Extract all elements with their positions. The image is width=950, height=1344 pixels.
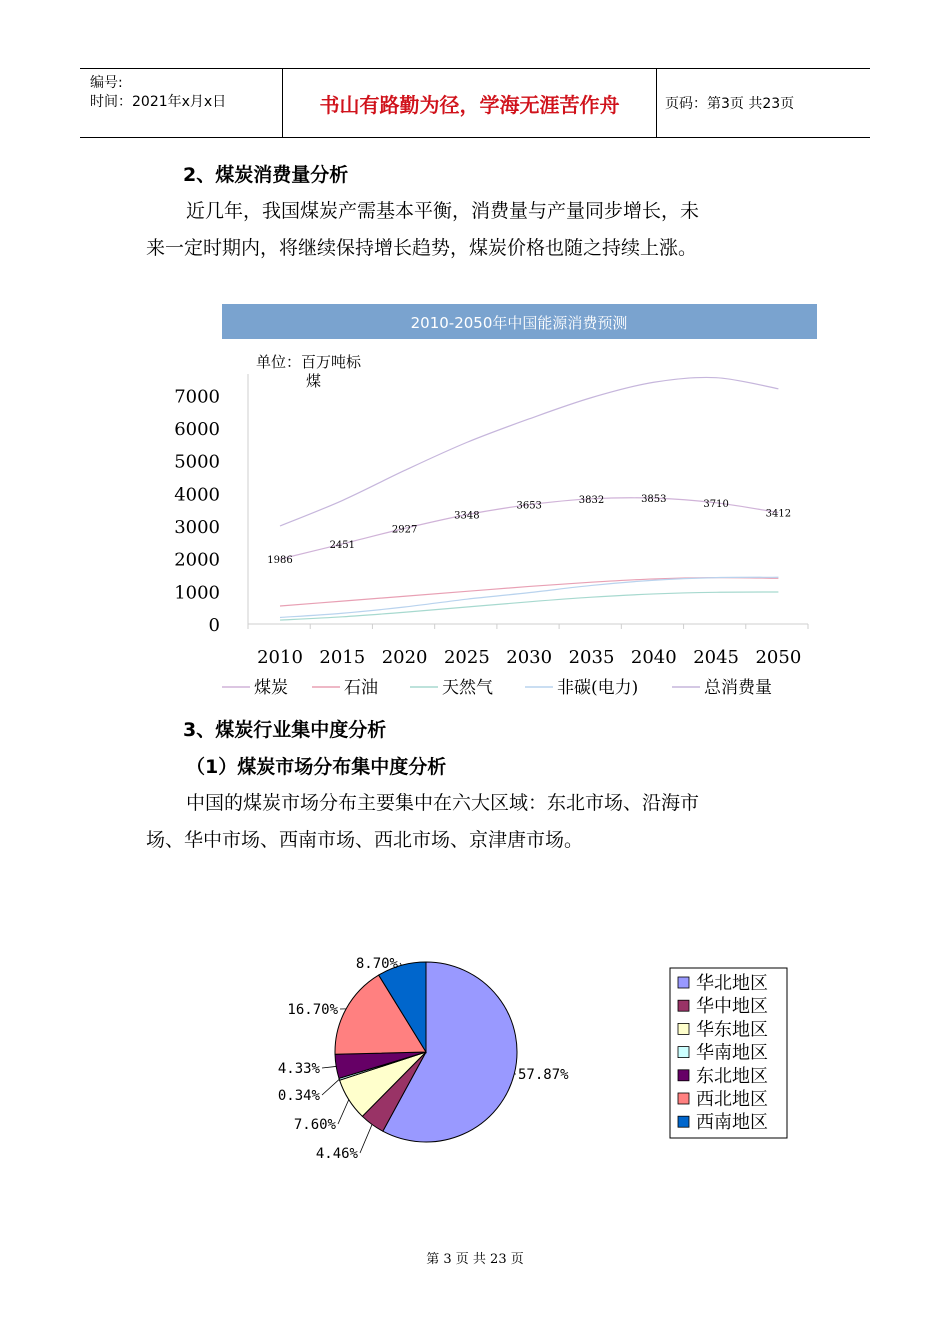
pie-legend-label: 东北地区 <box>696 1065 768 1087</box>
page-header <box>80 68 870 138</box>
y-tick-label: 7000 <box>174 386 220 408</box>
chart-title: 2010-2050年中国能源消费预测 <box>410 314 628 332</box>
coal-data-label: 3832 <box>578 494 605 506</box>
pie-label-text: 8.70% <box>355 956 398 972</box>
pie-label-text: 4.33% <box>277 1061 320 1077</box>
pie-legend-swatch <box>678 1093 689 1104</box>
pie-data-label <box>278 1079 339 1104</box>
pie-label-text: 7.60% <box>293 1117 336 1133</box>
x-tick-label: 2045 <box>693 647 740 668</box>
pie-label-text: 57.87% <box>518 1067 569 1083</box>
pie-legend-swatch <box>678 1000 689 1011</box>
pie-legend-swatch <box>678 1116 689 1127</box>
y-tick-label: 6000 <box>174 419 220 440</box>
header-page-cell <box>657 69 870 137</box>
y-tick-label: 4000 <box>174 484 220 506</box>
coal-data-label: 2927 <box>391 524 418 536</box>
section2-para-line2: 来一定时期内，将继续保持增长趋势，煤炭价格也随之持续上涨。 <box>146 237 698 259</box>
legend-item <box>312 678 378 698</box>
page-footer: 第 3 页 共 23 页 <box>426 1252 524 1267</box>
pie-data-label <box>287 1002 346 1018</box>
unit-label-line2: 煤 <box>306 372 322 390</box>
legend-item <box>672 678 772 698</box>
header-meta-cell <box>80 69 283 137</box>
unit-label-line1: 单位：百万吨标 <box>256 353 362 371</box>
coal-data-label: 1986 <box>267 555 293 567</box>
code-label: 编号: <box>90 75 123 91</box>
legend-label: 非碳(电力) <box>557 678 639 698</box>
x-tick-label: 2035 <box>568 647 615 668</box>
coal-data-label: 3653 <box>516 500 542 512</box>
x-tick-label: 2030 <box>506 647 553 668</box>
x-tick-label: 2010 <box>257 647 303 668</box>
motto-text: 书山有路勤为径，学海无涯苦作舟 <box>319 92 620 117</box>
section3-heading: 3、煤炭行业集中度分析 <box>183 719 387 741</box>
coal-market-pie-chart <box>240 945 800 1175</box>
legend-item <box>410 678 493 698</box>
pie-legend-label: 华南地区 <box>696 1042 768 1064</box>
pie-legend-swatch <box>678 1023 689 1034</box>
x-tick-label: 2020 <box>381 647 428 668</box>
pie-label-text: 16.70% <box>287 1002 338 1018</box>
pie-legend-label: 华中地区 <box>696 996 768 1018</box>
pie-legend-label: 西南地区 <box>696 1112 768 1134</box>
pie-leader-line <box>322 1079 339 1095</box>
pie-label-text: 4.46% <box>315 1146 358 1162</box>
coal-data-label: 3412 <box>765 508 792 520</box>
y-tick-label: 1000 <box>174 582 220 604</box>
page-info: 页码：第3页 共23页 <box>665 96 795 112</box>
pie-legend-swatch <box>678 977 689 988</box>
pie-legend-swatch <box>678 1070 689 1081</box>
legend-label: 石油 <box>344 678 378 698</box>
pie-data-label <box>356 956 402 972</box>
y-tick-label: 3000 <box>174 517 220 538</box>
legend-label: 总消费量 <box>704 678 772 698</box>
legend-label: 煤炭 <box>254 678 288 698</box>
pie-leader-line <box>360 1124 372 1153</box>
series-line <box>280 592 778 620</box>
pie-data-label <box>514 1067 569 1083</box>
pie-data-label <box>294 1100 349 1133</box>
pie-leader-line <box>338 1100 349 1124</box>
pie-legend-swatch <box>678 1047 689 1058</box>
pie-label-text: 0.34% <box>277 1088 320 1104</box>
section3-para-line1: 中国的煤炭市场分布主要集中在六大区域：东北市场、沿海市 <box>186 792 700 814</box>
section2-heading: 2、煤炭消费量分析 <box>183 164 349 186</box>
section3-para-line2: 场、华中市场、西南市场、西北市场、京津唐市场。 <box>146 829 584 851</box>
x-tick-label: 2050 <box>755 647 802 668</box>
coal-data-label: 3710 <box>703 498 729 510</box>
legend-item <box>525 678 638 698</box>
pie-legend-label: 华北地区 <box>696 973 768 994</box>
legend-label: 天然气 <box>442 678 493 698</box>
pie-leader-line <box>322 1066 336 1068</box>
time-label: 时间：2021年x月x日 <box>90 94 227 110</box>
y-tick-label: 5000 <box>174 451 220 473</box>
pie-data-label <box>278 1061 336 1077</box>
legend-item <box>222 678 288 698</box>
energy-consumption-line-chart <box>160 300 840 705</box>
x-tick-label: 2025 <box>443 647 490 668</box>
coal-data-label: 2451 <box>329 539 356 551</box>
series-line <box>280 577 778 617</box>
section3-subheading: （1）煤炭市场分布集中度分析 <box>186 756 447 778</box>
y-tick-label: 2000 <box>174 549 220 571</box>
x-tick-label: 2015 <box>319 647 366 668</box>
pie-legend-label: 西北地区 <box>696 1089 768 1110</box>
header-motto-cell <box>283 69 657 137</box>
coal-data-label: 3853 <box>641 494 667 506</box>
section2-para-line1: 近几年，我国煤炭产需基本平衡，消费量与产量同步增长，未 <box>186 200 700 222</box>
x-tick-label: 2040 <box>630 647 677 668</box>
y-tick-label: 0 <box>208 615 220 636</box>
pie-legend-label: 华东地区 <box>696 1019 768 1041</box>
coal-data-label: 3348 <box>454 510 480 522</box>
